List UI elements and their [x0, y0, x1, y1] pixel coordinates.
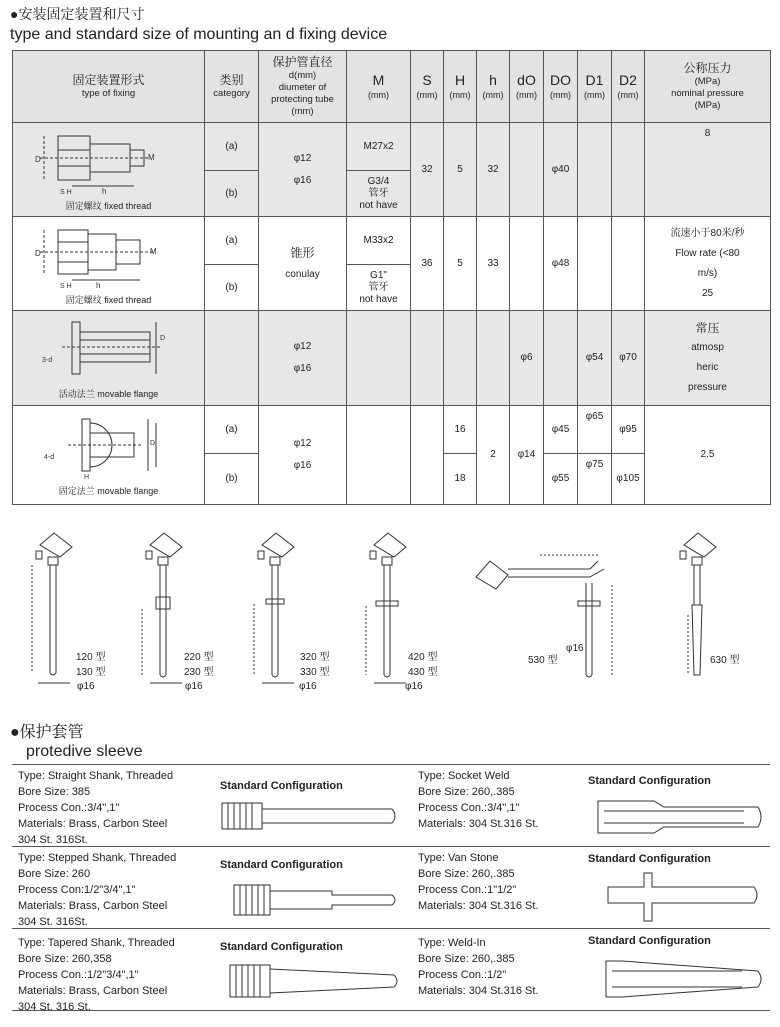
probe-phi-4: φ16	[405, 681, 423, 692]
svg-text:M: M	[148, 152, 155, 162]
row2-h: 33	[477, 217, 510, 311]
sleeve-socket-cfg: Standard Configuration	[588, 775, 711, 787]
row4-D2-b: φ105	[612, 454, 645, 505]
row4-M	[347, 406, 411, 505]
row3-diagram	[13, 311, 205, 406]
header-d0: dO (mm)	[510, 51, 544, 123]
row4-pressure: 2.5	[645, 406, 771, 505]
probe-label-130: 130 型	[76, 667, 106, 678]
fixed-flange-diagram-icon	[32, 415, 182, 483]
svg-text:h: h	[96, 280, 101, 290]
probe-420-icon	[366, 533, 406, 683]
section1-title-en: type and standard size of mounting an d fixing device	[10, 26, 388, 43]
row3-pressure: 常压 atmosp heric pressure	[645, 311, 771, 406]
sleeve-row-1	[12, 765, 770, 847]
svg-text:3-d: 3-d	[42, 357, 53, 364]
probe-label-230: 230 型	[184, 667, 214, 678]
sleeve-stepped-text: Type: Stepped Shank, Threaded Bore Size: 260 Process Con:1/2"3/4",1" Materials: Brass, Carbon Steel 304 St. 316St.	[18, 852, 177, 928]
svg-text:S H: S H	[60, 188, 72, 196]
row1-S: 32	[411, 123, 444, 217]
header-D1: D1 (mm)	[578, 51, 612, 123]
row2-caption: 固定螺纹 fixed thread	[65, 294, 152, 305]
row3-D2: φ70	[612, 311, 645, 406]
row1-cat-b: (b)	[205, 171, 259, 217]
row4-D0-a: φ45	[544, 406, 578, 454]
row4-diagram	[13, 406, 205, 505]
row3-d: φ12 φ16	[259, 311, 347, 406]
sleeve-section	[12, 764, 770, 1020]
row4-h: 2	[477, 406, 510, 505]
row2-d0	[510, 217, 544, 311]
row4-D1-a: φ65	[578, 406, 612, 454]
row2-D2	[612, 217, 645, 311]
row3-caption: 活动法兰 movable flange	[58, 389, 159, 399]
row2-H: 5	[444, 217, 477, 311]
section1-title-cn: ●安装固定装置和尺寸	[10, 6, 145, 22]
weld-in-sleeve-icon	[602, 957, 766, 1001]
row4-D1-b: φ75	[578, 454, 612, 505]
probe-phi-3: φ16	[299, 681, 317, 692]
sleeve-straight-text: Type: Straight Shank, Threaded Bore Size: 385 Process Con.:3/4",1" Materials: Brass, Carbon Steel 304 St. 316St.	[18, 770, 174, 846]
probe-220-icon	[142, 533, 182, 683]
row1-D1	[578, 123, 612, 217]
row3-d0: φ6	[510, 311, 544, 406]
straight-shank-sleeve-icon	[220, 799, 400, 835]
svg-text:S H: S H	[60, 282, 72, 290]
row3-D1: φ54	[578, 311, 612, 406]
sleeve-row-3	[12, 929, 770, 1011]
row1-H: 5	[444, 123, 477, 217]
header-M: M (mm)	[347, 51, 411, 123]
row1-d0	[510, 123, 544, 217]
row1-M-a: M27x2	[347, 123, 411, 171]
svg-text:D: D	[35, 154, 41, 164]
probe-label-220: 220 型	[184, 652, 214, 663]
row3-S	[411, 311, 444, 406]
sleeve-vanstone-text: Type: Van Stone Bore Size: 260,.385 Process Con.:1"1/2" Materials: 304 St.316 St.	[418, 852, 539, 912]
tapered-shank-sleeve-icon	[228, 961, 404, 1005]
row4-d0: φ14	[510, 406, 544, 505]
row2-pressure: 流速小于80米/秒 Flow rate (<80 m/s) 25	[645, 217, 771, 311]
probe-phi-5: φ16	[566, 643, 584, 654]
row2-M-a: M33x2	[347, 217, 411, 265]
row1-D0: φ40	[544, 123, 578, 217]
header-category: 类别 category	[205, 51, 259, 123]
row1-M-b: G3/4 管牙 not have	[347, 171, 411, 217]
movable-flange-diagram-icon	[32, 318, 182, 386]
van-stone-sleeve-icon	[604, 871, 764, 927]
row4-H-b: 18	[444, 454, 477, 505]
row3-M	[347, 311, 411, 406]
fixed-thread-diagram-icon	[32, 224, 182, 292]
probe-label-530: 530 型	[528, 655, 558, 666]
socket-weld-sleeve-icon	[594, 795, 766, 839]
svg-text:M: M	[150, 246, 157, 256]
row1-h: 32	[477, 123, 510, 217]
probe-drawings	[0, 525, 780, 705]
row2-D1	[578, 217, 612, 311]
header-S: S (mm)	[411, 51, 444, 123]
row2-D0: φ48	[544, 217, 578, 311]
sleeve-vanstone-cfg: Standard Configuration	[588, 853, 711, 865]
probe-label-320: 320 型	[300, 652, 330, 663]
header-pressure: 公称压力 (MPa) nominal pressure (MPa)	[645, 51, 771, 123]
row4-d: φ12 φ16	[259, 406, 347, 505]
row1-cat-a: (a)	[205, 123, 259, 171]
sleeve-tapered-text: Type: Tapered Shank, Threaded Bore Size: 260,358 Process Con.:1/2"3/4",1" Materials: Brass, Carbon Steel 304 St. 316 St.	[18, 937, 175, 1013]
row2-cat-b: (b)	[205, 265, 259, 311]
probe-320-icon	[254, 533, 294, 683]
spec-table	[12, 50, 771, 505]
row2-M-b: G1" 管牙 not have	[347, 265, 411, 311]
svg-text:H: H	[84, 474, 90, 481]
row1-caption: 固定螺纹 fixed thread	[65, 200, 152, 211]
sleeve-weldin-text: Type: Weld-In Bore Size: 260,.385 Process Con.:1/2" Materials: 304 St.316 St.	[418, 937, 539, 997]
svg-text:h: h	[102, 186, 107, 196]
probe-120-icon	[32, 533, 72, 683]
row1-pressure: 8	[645, 123, 771, 217]
row3-H	[444, 311, 477, 406]
row3-cat	[205, 311, 259, 406]
sleeve-tapered-cfg: Standard Configuration	[220, 941, 343, 953]
header-diameter: 保护管直径 d(mm) diumeter of protecting tube (mm)	[259, 51, 347, 123]
row2-d: 锥形 conulay	[259, 217, 347, 311]
sleeve-socket-text: Type: Socket Weld Bore Size: 260,.385 Process Con.:3/4",1" Materials: 304 St.316 St.	[418, 770, 539, 830]
row4-D2-a: φ95	[612, 406, 645, 454]
svg-text:4-d: 4-d	[44, 454, 55, 461]
probe-phi-2: φ16	[185, 681, 203, 692]
row4-caption: 固定法兰 movable flange	[58, 486, 159, 496]
row1-D2	[612, 123, 645, 217]
header-H: H (mm)	[444, 51, 477, 123]
probe-label-120: 120 型	[76, 652, 106, 663]
fixed-thread-diagram-icon	[32, 130, 182, 198]
row4-cat-b: (b)	[205, 454, 259, 505]
probe-phi-1: φ16	[77, 681, 95, 692]
section2-title-cn: ●保护套管	[10, 724, 84, 741]
probe-label-330: 330 型	[300, 667, 330, 678]
sleeve-straight-cfg: Standard Configuration	[220, 780, 343, 792]
header-D2: D2 (mm)	[612, 51, 645, 123]
row3-D0	[544, 311, 578, 406]
row1-diagram	[13, 123, 205, 217]
section2-title-en: protedive sleeve	[26, 743, 143, 760]
svg-text:D: D	[150, 440, 156, 447]
stepped-shank-sleeve-icon	[232, 881, 402, 921]
probe-label-630: 630 型	[710, 655, 740, 666]
sleeve-stepped-cfg: Standard Configuration	[220, 859, 343, 871]
row2-S: 36	[411, 217, 444, 311]
header-fixing: 固定装置形式 type of fixing	[13, 51, 205, 123]
probe-label-430: 430 型	[408, 667, 438, 678]
row4-H-a: 16	[444, 406, 477, 454]
row4-cat-a: (a)	[205, 406, 259, 454]
svg-text:D: D	[35, 248, 41, 258]
header-h: h (mm)	[477, 51, 510, 123]
row3-h	[477, 311, 510, 406]
row2-diagram	[13, 217, 205, 311]
row2-cat-a: (a)	[205, 217, 259, 265]
row4-S	[411, 406, 444, 505]
svg-text:D: D	[160, 335, 166, 342]
row1-d: φ12 φ16	[259, 123, 347, 217]
sleeve-weldin-cfg: Standard Configuration	[588, 935, 711, 947]
row4-D0-b: φ55	[544, 454, 578, 505]
sleeve-row-2	[12, 847, 770, 929]
probe-label-420: 420 型	[408, 652, 438, 663]
header-D0: DO (mm)	[544, 51, 578, 123]
